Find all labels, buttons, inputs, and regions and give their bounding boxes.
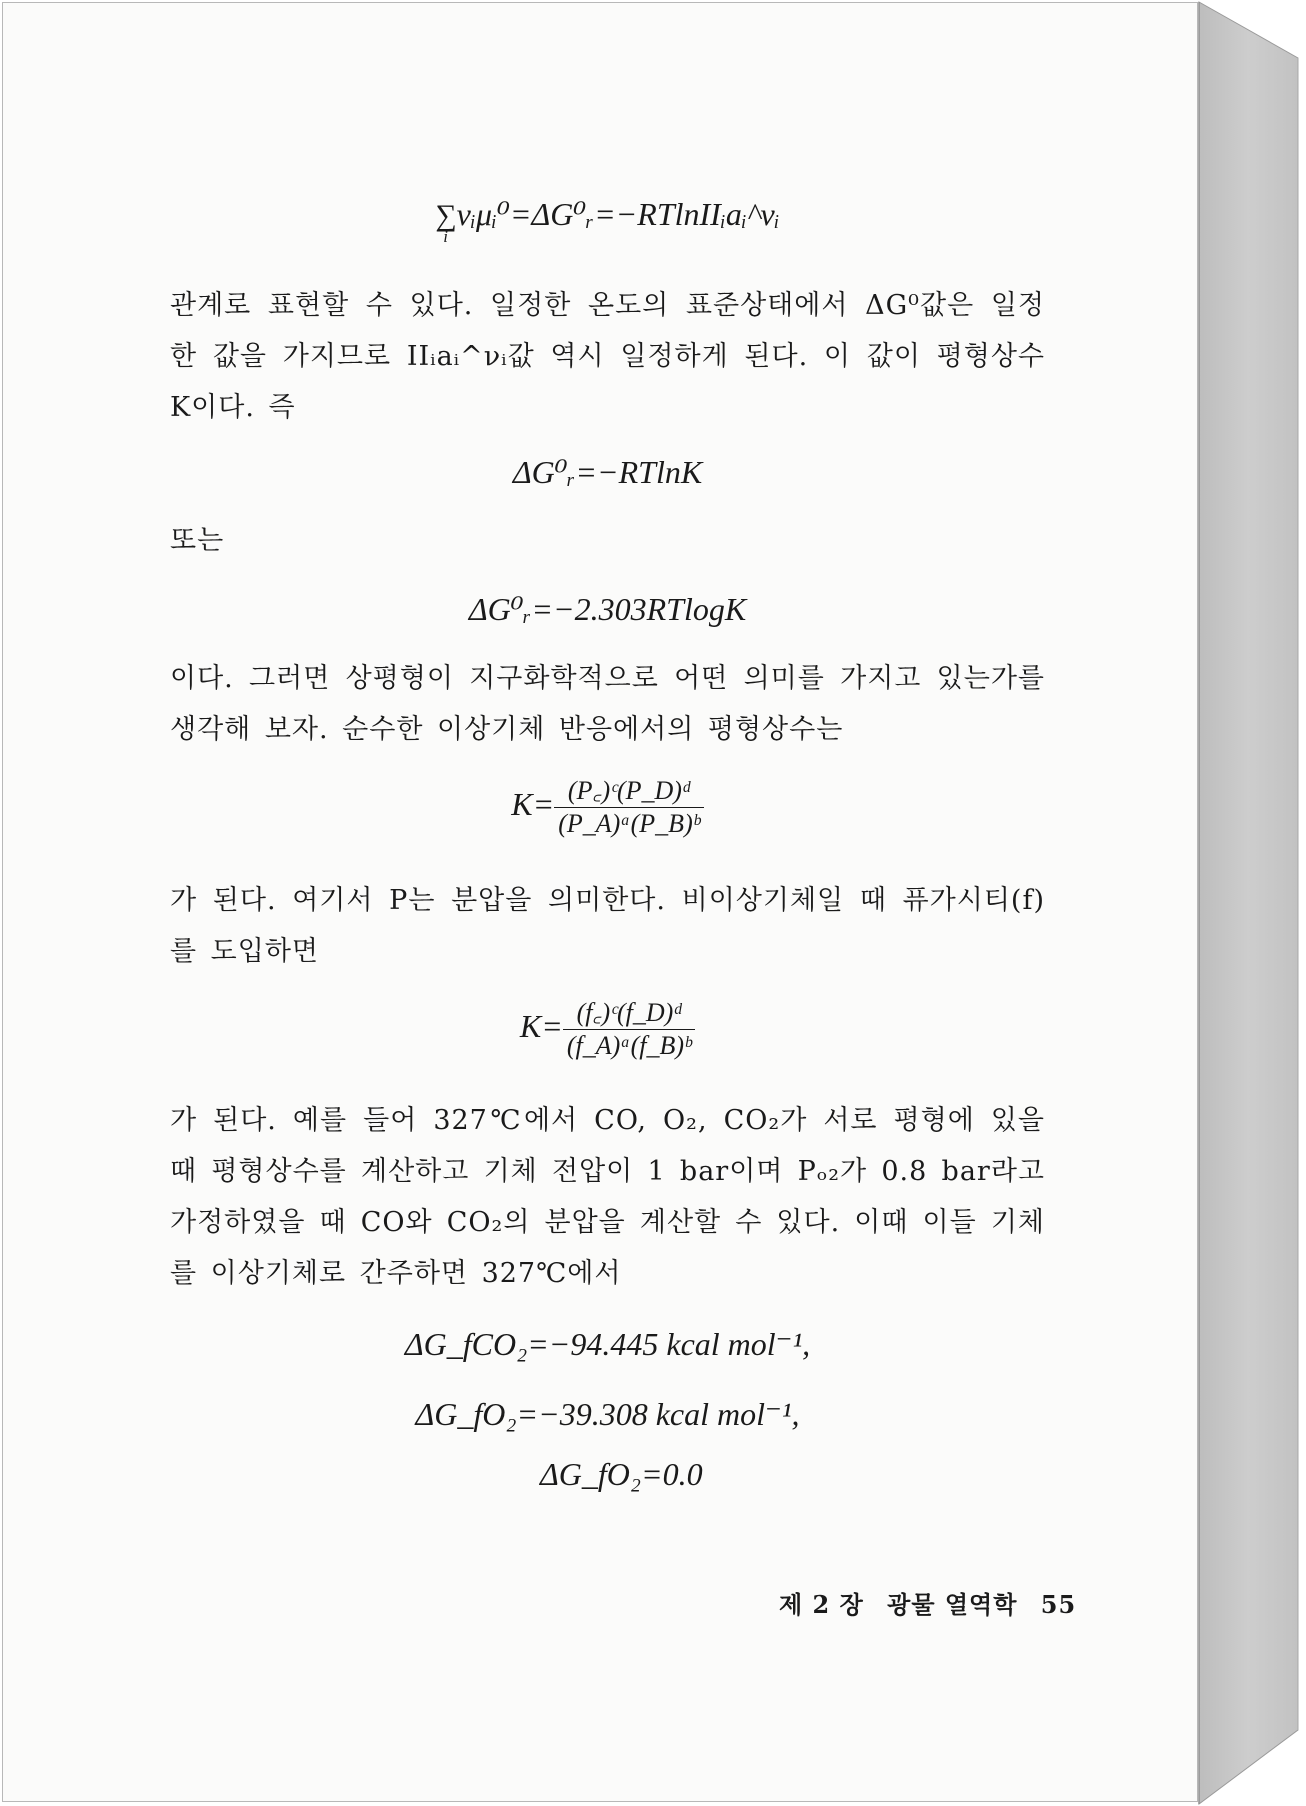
equation-2 [170,456,1045,488]
equation-6-text: ΔG_fCO₂=−94.445 kcal mol⁻¹, [404,1326,811,1362]
equation-8 [540,1458,703,1490]
equation-4-lhs: K= [511,785,555,822]
equation-4-fraction [554,778,704,837]
equation-1 [170,196,1045,246]
equation-6 [170,1328,1045,1360]
equation-7 [170,1398,1045,1430]
equation-5-denominator: (f_A)ᵃ(f_B)ᵇ [566,1031,692,1060]
footer-chapter: 제 2 장 [779,1590,864,1619]
paragraph-3: 이다. 그러면 상평형이 지구화학적으로 어떤 의미를 가지고 있는가를 생각해 보자. 순수한 이상기체 반응에서의 평형상수는 [170,663,1045,745]
equation-2-text: ΔG⁰ᵣ=−RTlnK [512,454,703,490]
equation-1-sum: ∑ i [435,199,457,246]
equation-1-rhs: =ΔG⁰ᵣ=−RTlnIIᵢaᵢ^νᵢ [509,196,780,232]
equation-4-denominator: (P_A)ᵃ(P_B)ᵇ [558,809,700,838]
equation-5 [170,1000,1045,1059]
equation-5-numerator: (f꜀)ᶜ(f_D)ᵈ [563,1000,695,1030]
equation-4 [170,778,1045,837]
paragraph-1: 관계로 표현할 수 있다. 일정한 온도의 표준상태에서 ΔG⁰값은 일정한 값을 가지므로 IIᵢaᵢ^νᵢ값 역시 일정하게 된다. 이 값이 평형상수 K이다. 즉 [170,290,1045,423]
footer-chapter-title: 광물 열역학 [887,1590,1018,1619]
footer-page-number: 55 [1040,1590,1077,1619]
paragraph-4: 가 된다. 여기서 P는 분압을 의미한다. 비이상기체일 때 퓨가시티(f)를 도입하면 [170,885,1045,967]
equation-5-fraction [563,1000,695,1059]
equation-8-text: ΔG_fO₂=0.0 [540,1456,703,1492]
equation-5-lhs: K= [519,1007,563,1044]
equation-7-text: ΔG_fO₂=−39.308 kcal mol⁻¹, [415,1396,800,1432]
equation-1-term: νᵢμᵢ⁰ [456,196,510,232]
equation-3 [170,593,1045,625]
paragraph-2: 또는 [170,525,225,556]
page-footer [779,1585,1090,1620]
equation-3-text: ΔG⁰ᵣ=−2.303RTlogK [468,591,747,627]
paragraph-5: 가 된다. 예를 들어 327℃에서 CO, O₂, CO₂가 서로 평형에 있을 때 평형상수를 계산하고 기체 전압이 1 bar이며 Pₒ₂가 0.8 bar라고 가정하였을 때 CO와 CO₂의 분압을 계산할 수 있다. 이때 이들 기체를 이상기체로 간주하면 327℃에서 [170,1105,1045,1289]
equation-4-numerator: (P꜀)ᶜ(P_D)ᵈ [554,778,704,808]
